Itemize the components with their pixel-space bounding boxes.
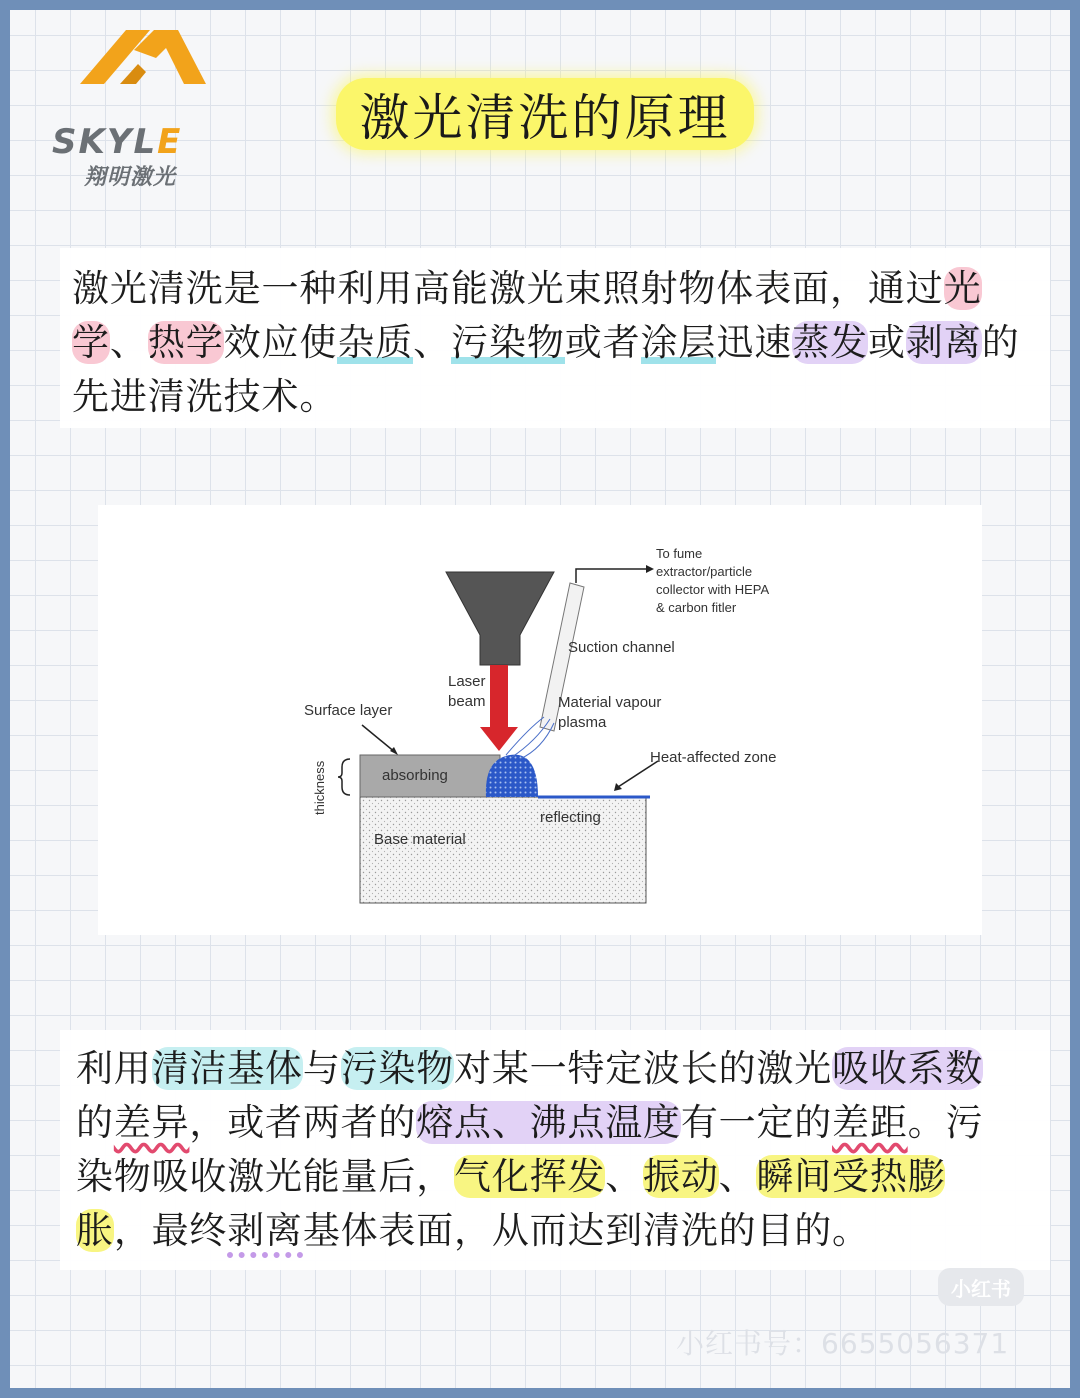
vapour-label: plasma — [558, 714, 607, 731]
laser-beam — [490, 665, 508, 727]
fume-arrow — [576, 569, 646, 583]
laser-label: Laser — [448, 673, 486, 690]
laser-label: beam — [448, 693, 486, 710]
brand-logo — [52, 26, 232, 190]
fume-label: extractor/particle — [656, 564, 753, 579]
reflecting-label: reflecting — [540, 809, 601, 826]
laser-nozzle — [446, 572, 554, 665]
heat-zone-label: Heat-affected zone — [650, 749, 777, 766]
fume-arrowhead — [646, 565, 654, 573]
fume-label: & carbon fitler — [656, 600, 737, 615]
fume-label: collector with HEPA — [656, 582, 770, 597]
page-title: 激光清洗的原理 — [336, 78, 754, 150]
base-material-label: Base material — [374, 831, 466, 848]
logo-chinese-name: 翔明激光 — [84, 165, 177, 190]
surface-layer-label: Surface layer — [304, 702, 393, 719]
vapour-line — [506, 717, 544, 755]
absorbing-label: absorbing — [382, 767, 448, 784]
intro-paragraph: 激光清洗是一种利用高能激光束照射物体表面，通过光 学、热学效应使杂质、污染物或者涂层迅速蒸发或剥离的 先进清洗技术。 — [72, 267, 1020, 418]
heat-zone-arrowhead — [614, 783, 622, 791]
fume-label: To fume — [656, 546, 703, 561]
platform-badge: 小红书 — [938, 1268, 1024, 1306]
suction-label: Suction channel — [568, 639, 675, 656]
logo-wordmark: SKYLE — [52, 122, 183, 162]
laser-cleaning-diagram — [98, 505, 982, 935]
logo-mountain-icon — [80, 26, 210, 116]
watermark-text: 小红书号：6655056371 — [676, 1327, 1010, 1360]
base-material-block — [360, 797, 646, 903]
thickness-bracket — [338, 759, 350, 795]
vapour-label: Material vapour — [558, 694, 662, 711]
thickness-label: thickness — [312, 760, 327, 815]
principle-paragraph: 利用清洁基体与污染物对某一特定波长的激光吸收系数 的差异，或者两者的熔点、沸点温度有一定的差距。污 染物吸收激光能量后，气化挥发、振动、瞬间受热膨 胀，最终剥离基体表面，从而达到清洗的目的。 — [76, 1042, 983, 1258]
surface-layer-arrow — [362, 725, 396, 753]
